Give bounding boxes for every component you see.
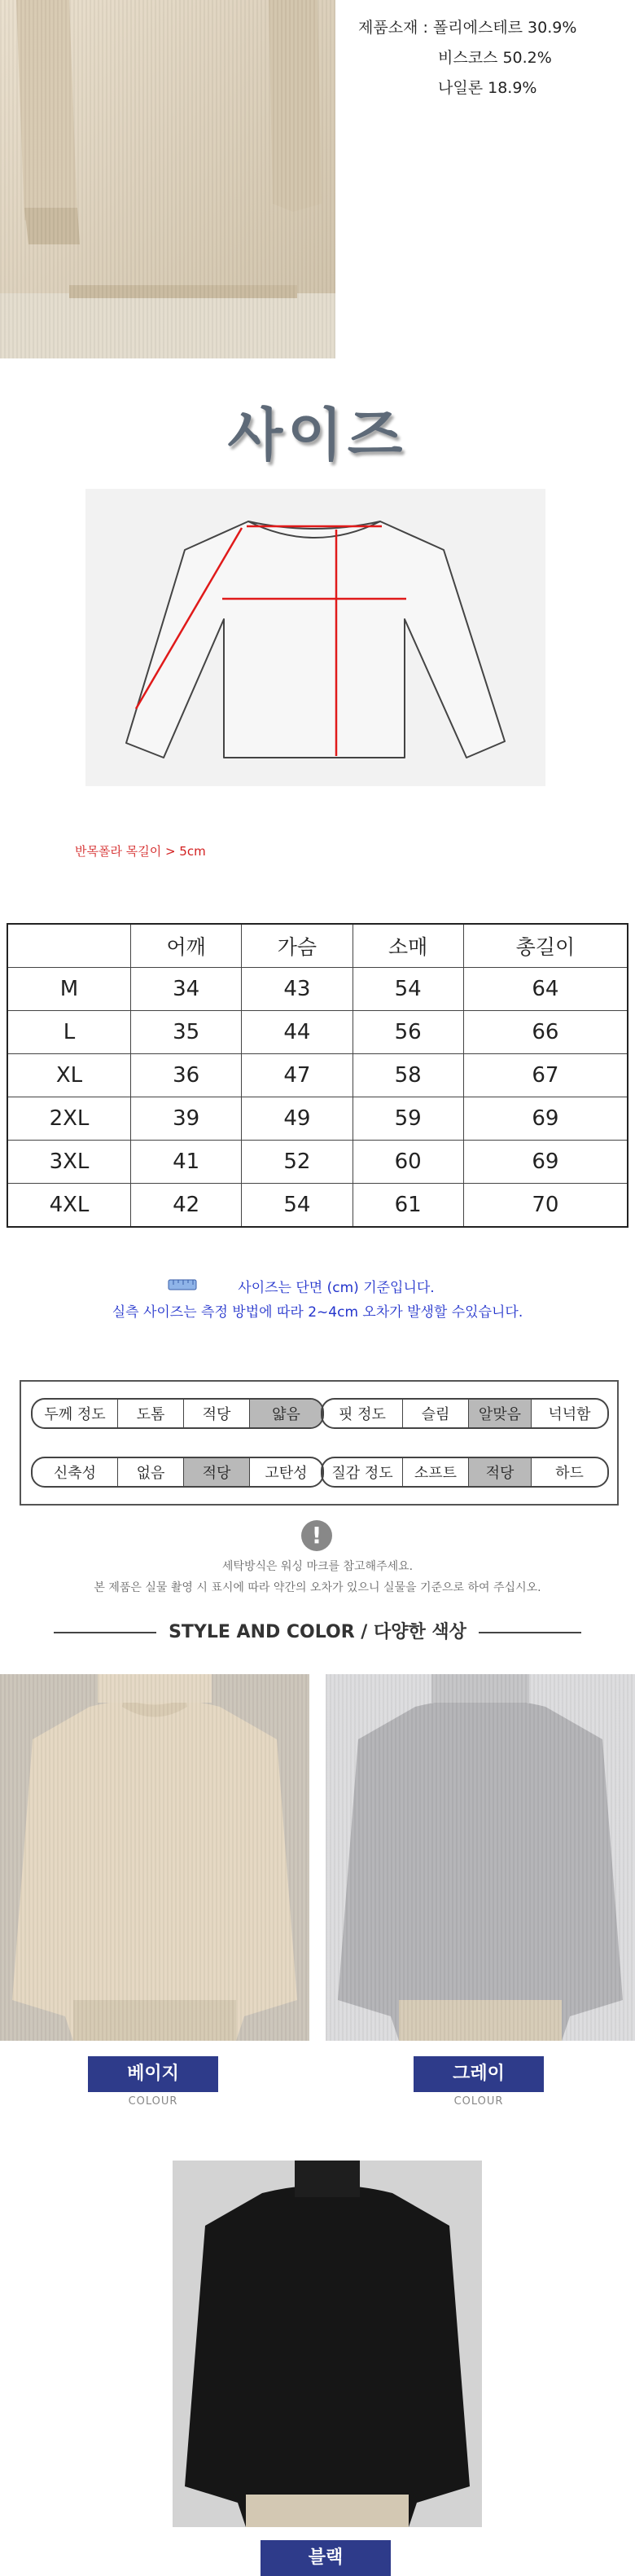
size-cell: 67 xyxy=(463,1054,628,1097)
colour-label-grey: COLOUR xyxy=(453,2095,504,2108)
size-label: L xyxy=(7,1011,131,1054)
size-cell: 58 xyxy=(353,1054,463,1097)
top-product-photo xyxy=(0,0,335,358)
divider-right xyxy=(479,1632,581,1633)
thickness-option-2: 얇음 xyxy=(249,1400,322,1427)
size-cell: 44 xyxy=(242,1011,353,1054)
size-cell: 64 xyxy=(463,968,628,1011)
size-cell: 61 xyxy=(353,1184,463,1228)
fit-option-0: 슬림 xyxy=(402,1400,468,1427)
colour-badge-beige: 베이지 xyxy=(88,2056,218,2092)
size-table-corner xyxy=(7,924,131,968)
size-cell: 69 xyxy=(463,1097,628,1141)
material-line-3: 나일론 18.9% xyxy=(438,79,537,97)
size-cell: 54 xyxy=(242,1184,353,1228)
size-cell: 49 xyxy=(242,1097,353,1141)
colour-badge-grey: 그레이 xyxy=(414,2056,544,2092)
black-photo xyxy=(173,2161,482,2527)
size-label: 4XL xyxy=(7,1184,131,1228)
size-label: M xyxy=(7,968,131,1011)
size-cell: 34 xyxy=(131,968,242,1011)
col-total-length: 총길이 xyxy=(463,924,628,968)
col-shoulder: 어깨 xyxy=(131,924,242,968)
size-cell: 47 xyxy=(242,1054,353,1097)
material-line-2: 비스코스 50.2% xyxy=(438,49,552,67)
size-cell: 69 xyxy=(463,1141,628,1184)
size-note-2: 실측 사이즈는 측정 방법에 따라 2~4cm 오차가 발생할 수있습니다. xyxy=(112,1304,523,1321)
thickness-option-1: 적당 xyxy=(183,1400,249,1427)
stretch-rating xyxy=(31,1457,324,1488)
size-row xyxy=(7,1184,628,1228)
care-note-2: 본 제품은 실물 촬영 시 표시에 따라 약간의 오차가 있으니 실물을 기준으로 하여 주십시오. xyxy=(94,1581,541,1594)
size-label: XL xyxy=(7,1054,131,1097)
fit-option-2: 넉넉함 xyxy=(531,1400,607,1427)
size-label: 2XL xyxy=(7,1097,131,1141)
size-cell: 52 xyxy=(242,1141,353,1184)
size-label: 3XL xyxy=(7,1141,131,1184)
size-row xyxy=(7,1141,628,1184)
stretch-option-0: 없음 xyxy=(117,1458,183,1486)
size-title: 사이즈 xyxy=(227,402,408,468)
size-cell: 70 xyxy=(463,1184,628,1228)
texture-option-1: 적당 xyxy=(468,1458,531,1486)
size-cell: 36 xyxy=(131,1054,242,1097)
size-cell: 66 xyxy=(463,1011,628,1054)
size-diagram xyxy=(85,489,545,786)
neck-length-note: 반목폴라 목길이 > 5cm xyxy=(75,844,206,859)
size-row xyxy=(7,968,628,1011)
size-table xyxy=(7,923,628,1228)
grey-photo xyxy=(326,1674,635,2041)
beige-photo xyxy=(0,1674,309,2041)
colour-badge-black: 블랙 xyxy=(261,2540,391,2576)
size-cell: 39 xyxy=(131,1097,242,1141)
stretch-label: 신축성 xyxy=(53,1465,97,1482)
size-cell: 35 xyxy=(131,1011,242,1054)
size-row xyxy=(7,1097,628,1141)
size-cell: 43 xyxy=(242,968,353,1011)
care-note-1: 세탁방식은 워싱 마크를 참고해주세요. xyxy=(221,1560,414,1573)
size-row xyxy=(7,1054,628,1097)
size-row xyxy=(7,1011,628,1054)
thickness-label: 두께 정도 xyxy=(44,1406,106,1423)
texture-option-2: 하드 xyxy=(531,1458,607,1486)
size-cell: 41 xyxy=(131,1141,242,1184)
material-info xyxy=(358,13,627,103)
col-chest: 가슴 xyxy=(242,924,353,968)
fit-rating xyxy=(321,1398,609,1429)
texture-option-0: 소프트 xyxy=(402,1458,468,1486)
style-heading: STYLE AND COLOR / 다양한 색상 xyxy=(169,1622,466,1642)
col-sleeve: 소매 xyxy=(353,924,463,968)
fit-label: 핏 정도 xyxy=(339,1406,386,1423)
size-table-header-row xyxy=(7,924,628,968)
size-cell: 60 xyxy=(353,1141,463,1184)
size-note-1: 사이즈는 단면 (cm) 기준입니다. xyxy=(238,1280,435,1296)
info-icon: ! xyxy=(301,1520,332,1551)
fit-option-1: 알맞음 xyxy=(468,1400,531,1427)
stretch-option-1: 적당 xyxy=(183,1458,249,1486)
stretch-option-2: 고탄성 xyxy=(249,1458,322,1486)
material-line-1: 제품소재 : 폴리에스테르 30.9% xyxy=(358,19,577,37)
size-cell: 56 xyxy=(353,1011,463,1054)
size-cell: 42 xyxy=(131,1184,242,1228)
thickness-option-0: 도톰 xyxy=(117,1400,183,1427)
size-cell: 59 xyxy=(353,1097,463,1141)
size-cell: 54 xyxy=(353,968,463,1011)
colour-label-beige: COLOUR xyxy=(128,2095,178,2108)
fabric-features-box xyxy=(20,1380,619,1506)
texture-label: 질감 정도 xyxy=(331,1465,393,1482)
thickness-rating xyxy=(31,1398,324,1429)
texture-rating xyxy=(321,1457,609,1488)
